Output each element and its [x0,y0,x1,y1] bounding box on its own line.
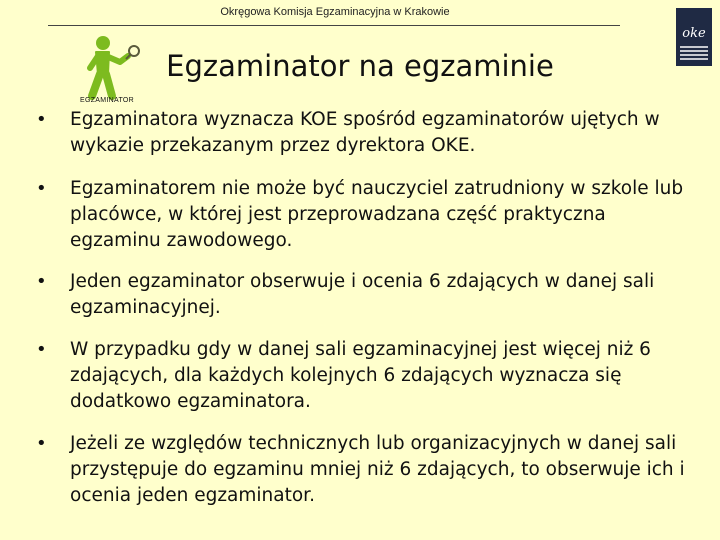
oke-logo-mark: oke [682,26,706,41]
examiner-figure-icon [76,34,146,104]
bullet-text: W przypadku gdy w danej sali egzaminacyjnej jest więcej niż 6 zdających, dla każdych kolejnych 6 zdających wyznacza się dodatkowo egzaminatora. [70,339,651,412]
bullet-dot: • [36,339,47,360]
bullet-text: Egzaminatorem nie może być nauczyciel zatrudniony w szkole lub placówce, w której jest przeprowadzana część praktyczna egzaminu zawodowego. [70,178,684,251]
list-item [36,337,696,415]
oke-logo-icon [676,8,712,66]
list-item [36,107,696,159]
bullet-text: Jeżeli ze względów technicznych lub organizacyjnych w danej sali przystępuje do egzaminu mniej niż 6 zdających, to obserwuje ich i ocenia jeden egzaminator. [70,433,685,506]
bullet-text: Jeden egzaminator obserwuje i ocenia 6 zdających w danej sali egzaminacyjnej. [70,271,655,318]
header-divider [48,25,620,26]
slide-title: Egzaminator na egzaminie [166,49,554,83]
bullet-dot: • [36,109,47,130]
bullet-dot: • [36,271,47,292]
header-institution: Okręgowa Komisja Egzaminacyjna w Krakowie [220,6,450,18]
bullet-dot: • [36,433,47,454]
oke-logo-lines [680,46,708,62]
list-item [36,176,696,254]
examiner-figure-label: EGZAMINATOR [80,97,134,104]
bullet-list [36,107,696,509]
list-item [36,269,696,321]
list-item [36,431,696,509]
bullet-dot: • [36,178,47,199]
bullet-text: Egzaminatora wyznacza KOE spośród egzaminatorów ujętych w wykazie przekazanym przez dyrektora OKE. [70,109,660,156]
